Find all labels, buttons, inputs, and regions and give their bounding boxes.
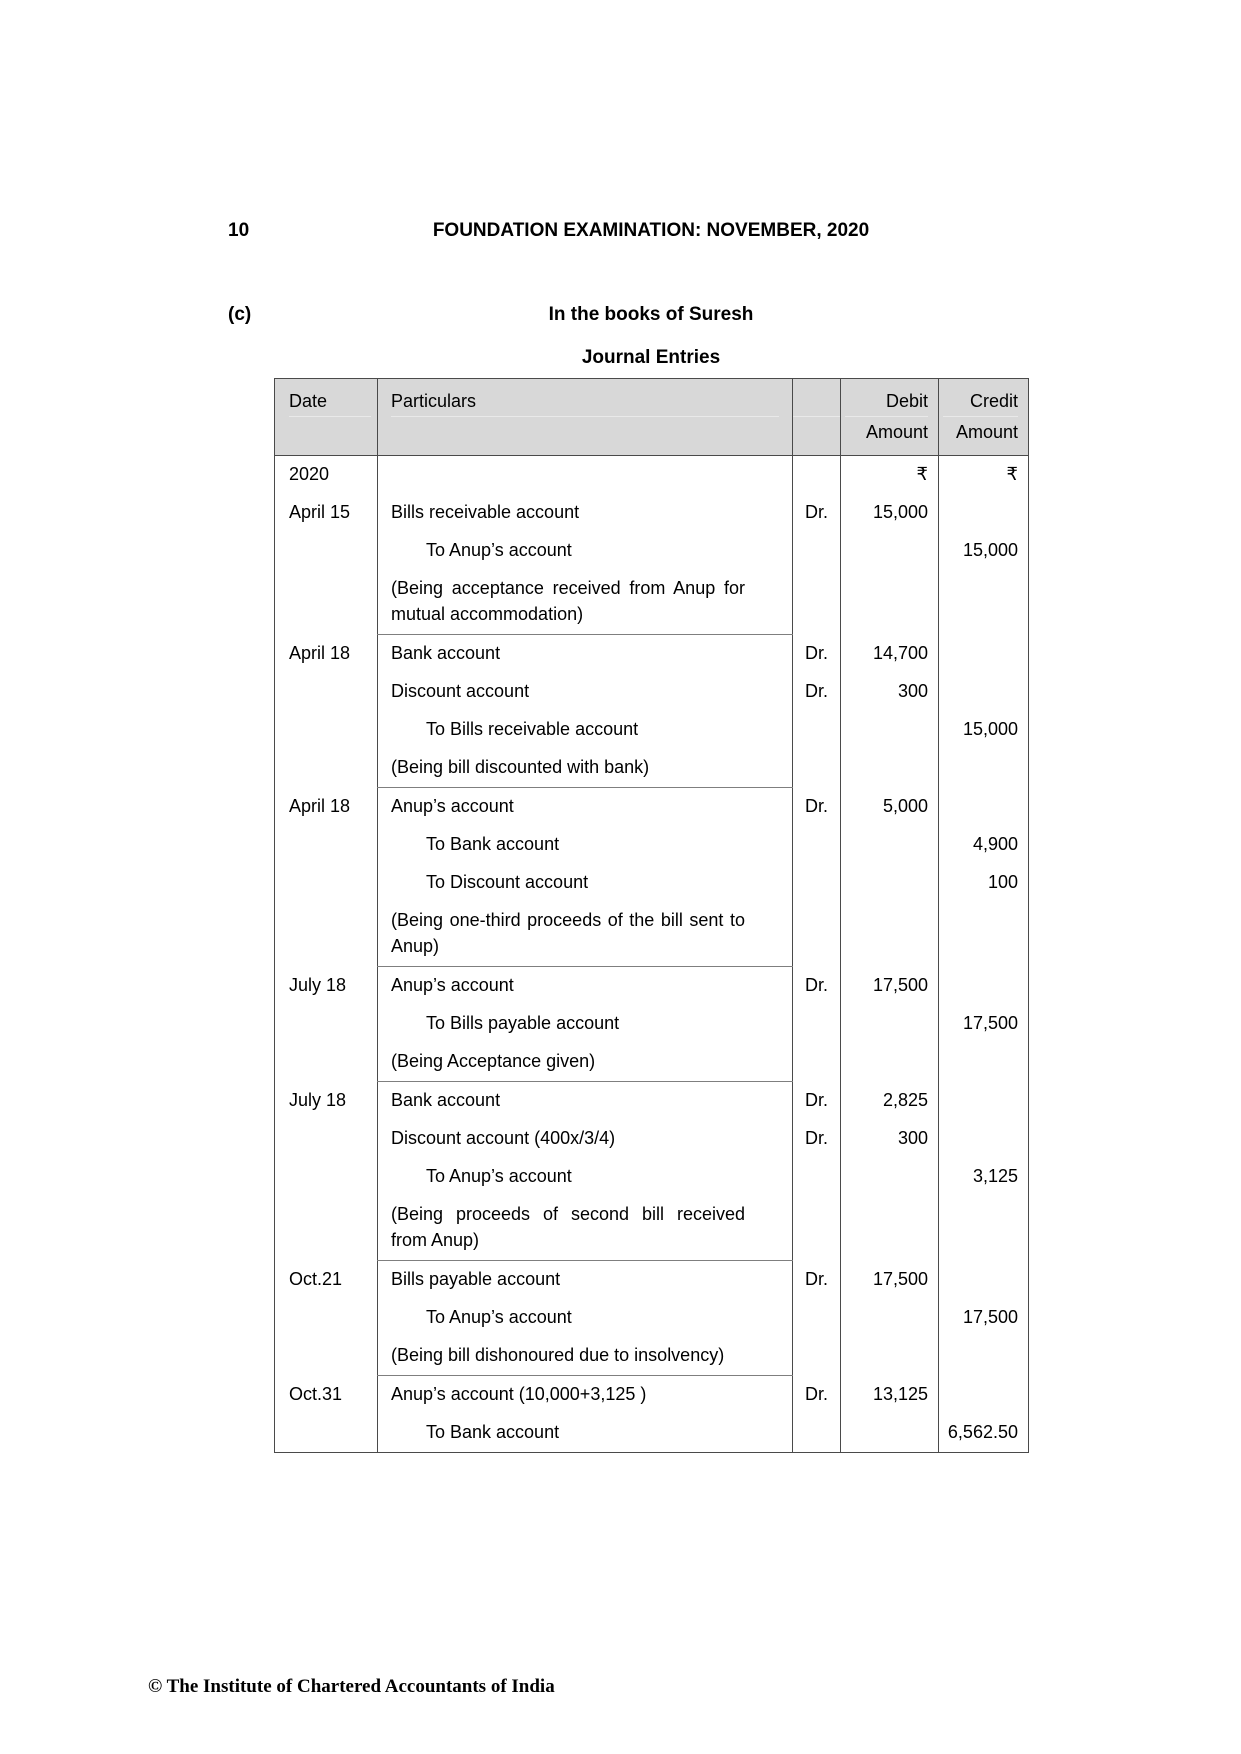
credit-amount-cell [939, 673, 1029, 711]
journal-line [275, 1299, 1029, 1337]
credit-amount-cell [939, 635, 1029, 674]
particulars-cell: (Being proceeds of second bill received from Anup) [378, 1196, 793, 1261]
credit-amount-cell: 17,500 [939, 1005, 1029, 1043]
particulars-cell: To Anup’s account [378, 1158, 793, 1196]
credit-amount-cell: 6,562.50 [939, 1414, 1029, 1453]
book-title: In the books of Suresh [548, 304, 754, 325]
date-cell [275, 1337, 378, 1376]
debit-amount-cell [841, 826, 939, 864]
header-particulars-label: Particulars [391, 386, 779, 417]
credit-amount-cell [939, 1196, 1029, 1261]
date-cell [275, 1196, 378, 1261]
date-cell [275, 864, 378, 902]
particulars-cell: Bills payable account [378, 1261, 793, 1300]
header-date-label: Date [289, 386, 371, 417]
credit-amount-cell: 100 [939, 864, 1029, 902]
header-date [275, 379, 378, 456]
date-cell [275, 673, 378, 711]
particulars-cell: Anup’s account (10,000+3,125 ) [378, 1376, 793, 1415]
credit-amount-cell: 3,125 [939, 1158, 1029, 1196]
credit-amount-cell [939, 902, 1029, 967]
debit-amount-cell [841, 1299, 939, 1337]
particulars-cell: Bank account [378, 635, 793, 674]
journal-line [275, 532, 1029, 570]
particulars-cell: (Being bill discounted with bank) [378, 749, 793, 788]
particulars-cell: To Anup’s account [378, 1299, 793, 1337]
debit-amount-cell: 14,700 [841, 635, 939, 674]
header-credit-amount [939, 379, 1029, 456]
journal-line [275, 635, 1029, 674]
date-cell: July 18 [289, 974, 347, 995]
credit-amount-cell [939, 1120, 1029, 1158]
drcr-cell [793, 1158, 841, 1196]
debit-amount-cell [841, 1337, 939, 1376]
journal-line [275, 826, 1029, 864]
header-debit-amount-label: Amount [865, 422, 928, 442]
date-cell [275, 532, 378, 570]
date-cell [275, 1158, 378, 1196]
journal-table [274, 378, 1029, 1453]
drcr-cell [793, 749, 841, 788]
credit-amount-cell [939, 967, 1029, 1006]
journal-line [275, 1196, 1029, 1261]
journal-line [275, 1120, 1029, 1158]
debit-amount-cell [841, 864, 939, 902]
particulars-cell: Anup’s account [378, 967, 793, 1006]
date-cell: April 18 [289, 642, 351, 663]
particulars-cell: (Being acceptance received from Anup for mutual accommodation) [378, 570, 793, 635]
debit-amount-cell: 5,000 [841, 788, 939, 827]
debit-amount-cell [841, 1005, 939, 1043]
drcr-cell: Dr. [793, 1082, 841, 1121]
drcr-cell: Dr. [793, 788, 841, 827]
debit-amount-cell: 300 [841, 1120, 939, 1158]
debit-amount-cell [841, 711, 939, 749]
journal-line [275, 494, 1029, 532]
drcr-cell: Dr. [793, 494, 841, 532]
credit-amount-cell [939, 1082, 1029, 1121]
particulars-cell [378, 456, 793, 495]
debit-amount-cell [841, 570, 939, 635]
credit-amount-cell [939, 749, 1029, 788]
credit-amount-cell: 15,000 [939, 711, 1029, 749]
particulars-cell: Bank account [378, 1082, 793, 1121]
date-cell [275, 1120, 378, 1158]
page-number: 10 [228, 220, 250, 241]
credit-amount-cell [939, 570, 1029, 635]
credit-amount-cell [939, 1261, 1029, 1300]
particulars-cell: Bills receivable account [378, 494, 793, 532]
particulars-cell: To Bills receivable account [378, 711, 793, 749]
header-debit-label: Debit [845, 386, 928, 417]
particulars-cell: Anup’s account [378, 788, 793, 827]
debit-amount-cell [841, 1043, 939, 1082]
date-cell: Oct.31 [289, 1383, 343, 1404]
date-cell: Oct.21 [289, 1268, 343, 1289]
drcr-cell [793, 711, 841, 749]
journal-line [275, 749, 1029, 788]
page-header-title: FOUNDATION EXAMINATION: NOVEMBER, 2020 [432, 220, 870, 241]
date-cell [275, 826, 378, 864]
debit-amount-cell: 13,125 [841, 1376, 939, 1415]
journal-line [275, 456, 1029, 495]
credit-amount-cell: 17,500 [939, 1299, 1029, 1337]
particulars-cell: To Bills payable account [378, 1005, 793, 1043]
drcr-cell [793, 1005, 841, 1043]
date-cell: April 15 [289, 502, 351, 522]
particulars-cell: To Anup’s account [378, 532, 793, 570]
particulars-cell: Discount account (400x/3/4) [378, 1120, 793, 1158]
date-cell [275, 1299, 378, 1337]
drcr-cell [793, 1414, 841, 1453]
header-particulars [378, 379, 793, 456]
date-cell [275, 1005, 378, 1043]
drcr-cell [793, 902, 841, 967]
date-cell: 2020 [289, 464, 330, 484]
journal-line [275, 902, 1029, 967]
credit-amount-cell [939, 1376, 1029, 1415]
journal-line [275, 1414, 1029, 1453]
debit-amount-cell [841, 902, 939, 967]
drcr-cell [793, 456, 841, 495]
journal-line [275, 788, 1029, 827]
header-credit-amount-label: Amount [955, 422, 1018, 442]
journal-line [275, 967, 1029, 1006]
particulars-cell: (Being bill dishonoured due to insolvency) [378, 1337, 793, 1376]
debit-amount-cell [841, 1196, 939, 1261]
debit-amount-cell [841, 1414, 939, 1453]
debit-amount-cell: 300 [841, 673, 939, 711]
journal-line [275, 711, 1029, 749]
drcr-cell [793, 1299, 841, 1337]
drcr-cell: Dr. [793, 635, 841, 674]
debit-amount-cell: ₹ [841, 456, 939, 495]
journal-line [275, 673, 1029, 711]
drcr-cell [793, 1043, 841, 1082]
particulars-cell: (Being one-third proceeds of the bill sent to Anup) [378, 902, 793, 967]
journal-entries-title: Journal Entries [581, 347, 721, 368]
particulars-cell: Discount account [378, 673, 793, 711]
drcr-cell [793, 1196, 841, 1261]
date-cell [275, 749, 378, 788]
drcr-cell: Dr. [793, 1120, 841, 1158]
particulars-cell: (Being Acceptance given) [378, 1043, 793, 1082]
credit-amount-cell: 4,900 [939, 826, 1029, 864]
debit-amount-cell [841, 532, 939, 570]
table-header-row [275, 379, 1029, 456]
drcr-cell: Dr. [793, 1376, 841, 1415]
particulars-cell: To Bank account [378, 1414, 793, 1453]
credit-amount-cell [939, 494, 1029, 532]
credit-amount-cell [939, 1043, 1029, 1082]
header-debit-amount [841, 379, 939, 456]
journal-line [275, 1337, 1029, 1376]
header-credit-label: Credit [943, 386, 1018, 417]
drcr-cell: Dr. [793, 967, 841, 1006]
particulars-cell: To Discount account [378, 864, 793, 902]
date-cell: July 18 [289, 1089, 347, 1110]
journal-line [275, 1376, 1029, 1415]
debit-amount-cell: 15,000 [841, 494, 939, 532]
drcr-cell [793, 532, 841, 570]
debit-amount-cell [841, 749, 939, 788]
journal-line [275, 1005, 1029, 1043]
debit-amount-cell: 2,825 [841, 1082, 939, 1121]
credit-amount-cell: ₹ [939, 456, 1029, 495]
journal-line [275, 570, 1029, 635]
debit-amount-cell: 17,500 [841, 1261, 939, 1300]
section-label: (c) [228, 304, 252, 325]
journal-line [275, 1158, 1029, 1196]
debit-amount-cell [841, 1158, 939, 1196]
date-cell [275, 902, 378, 967]
journal-line [275, 1043, 1029, 1082]
drcr-cell [793, 570, 841, 635]
journal-line [275, 1082, 1029, 1121]
date-cell [275, 711, 378, 749]
drcr-cell: Dr. [793, 673, 841, 711]
date-cell [275, 570, 378, 635]
header-drcr [793, 379, 841, 456]
drcr-cell [793, 826, 841, 864]
date-cell: April 18 [289, 795, 351, 816]
debit-amount-cell: 17,500 [841, 967, 939, 1006]
credit-amount-cell [939, 788, 1029, 827]
credit-amount-cell: 15,000 [939, 532, 1029, 570]
journal-line [275, 864, 1029, 902]
particulars-cell: To Bank account [378, 826, 793, 864]
copyright-footer: © The Institute of Chartered Accountants of India [148, 1676, 555, 1697]
date-cell [275, 1414, 378, 1453]
date-cell [275, 1043, 378, 1082]
journal-line [275, 1261, 1029, 1300]
drcr-cell: Dr. [793, 1261, 841, 1300]
drcr-cell [793, 1337, 841, 1376]
drcr-cell [793, 864, 841, 902]
credit-amount-cell [939, 1337, 1029, 1376]
